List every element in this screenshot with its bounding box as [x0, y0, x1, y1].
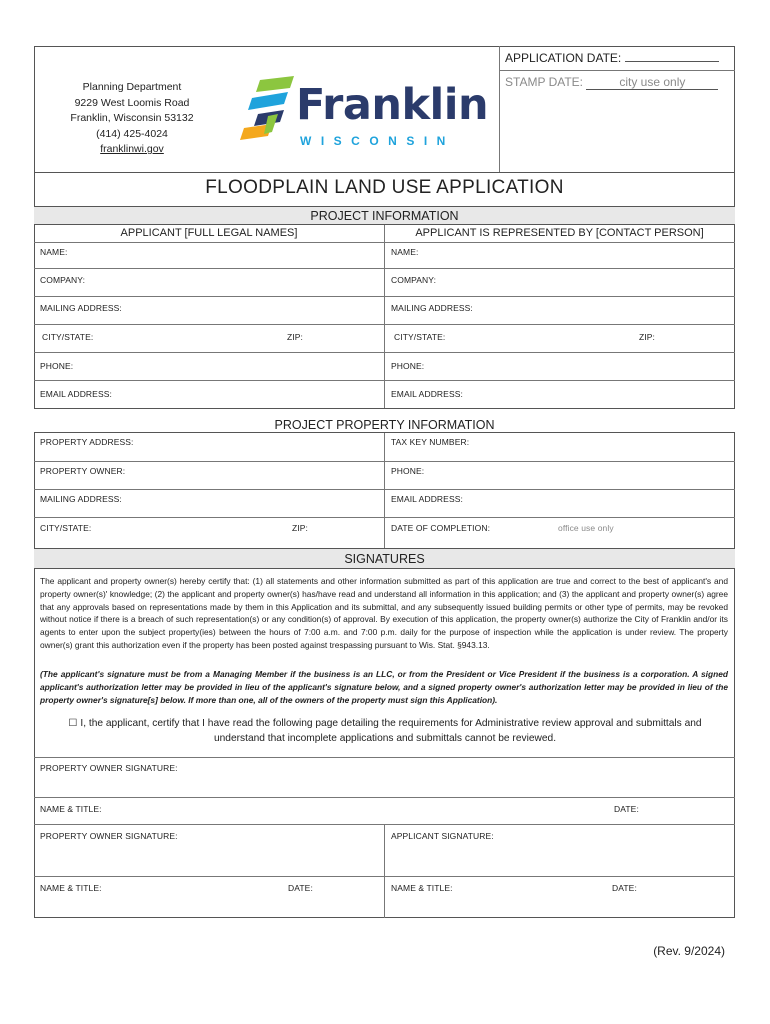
- applicant-heading: APPLICANT [FULL LEGAL NAMES]: [120, 227, 298, 239]
- certify-checkbox[interactable]: ☐: [68, 718, 78, 729]
- page-title: FLOODPLAIN LAND USE APPLICATION: [205, 177, 564, 198]
- date-of-completion-field: DATE OF COMPLETION:: [391, 523, 491, 533]
- date-field-1[interactable]: DATE:: [614, 804, 639, 814]
- application-date-field[interactable]: [505, 50, 719, 65]
- contact-mailing-address-field[interactable]: MAILING ADDRESS:: [391, 303, 473, 313]
- property-email-field[interactable]: EMAIL ADDRESS:: [391, 494, 463, 504]
- row-rule: [34, 380, 735, 381]
- row-rule: [34, 352, 735, 353]
- applicant-email-field[interactable]: EMAIL ADDRESS:: [40, 389, 112, 399]
- contact-zip-field[interactable]: ZIP:: [639, 332, 655, 342]
- address-line-4: (414) 425-4024: [96, 127, 168, 140]
- row-rule: [34, 296, 735, 297]
- applicant-city-state-field[interactable]: CITY/STATE:: [42, 332, 94, 342]
- certification-paragraph: The applicant and property owner(s) hereby certify that: (1) all statements and other information submitted as part of this application are true and correct to the best of applicant's and property owner(s)' knowledge; (2) the applicant and property owner(s) has/have read and understand all information in this application; and (3) the applicant and property owner(s) agree that any approvals based on representations made by them in this Application and its submittal, and any subsequently issued building permits or other type of permits, may be revoked without notice if there is a breach of such representation(s) or any condition(s) of approval. By execution of this application, the property owner(s) authorize the City of Franklin and/or its agents to enter upon the subject property(ies) between the hours of 7:00 a.m. and 7:00 p.m. daily for the purpose of inspection while the application is under review. The property owner(s) grant this authorization even if the property has been posted against trespassing pursuant to Wis. Stat. §943.13.: [40, 576, 728, 650]
- address-line-2: 9229 West Loomis Road: [74, 96, 190, 109]
- contact-company-field[interactable]: COMPANY:: [391, 275, 437, 285]
- applicant-name-field[interactable]: NAME:: [40, 247, 68, 257]
- applicant-mailing-address-field[interactable]: MAILING ADDRESS:: [40, 303, 122, 313]
- logo-subtitle: WISCONSIN: [300, 134, 455, 148]
- certify-statement: [50, 716, 720, 746]
- row-rule: [34, 461, 735, 462]
- applicant-zip-field[interactable]: ZIP:: [287, 332, 303, 342]
- row-rule: [34, 876, 735, 877]
- property-info-title: PROJECT PROPERTY INFORMATION: [274, 418, 495, 432]
- property-zip-field[interactable]: ZIP:: [292, 523, 308, 533]
- tax-key-field[interactable]: TAX KEY NUMBER:: [391, 437, 470, 447]
- revision-note: (Rev. 9/2024): [653, 944, 725, 958]
- office-use-only-note: office use only: [558, 523, 614, 533]
- property-info-divider: [384, 433, 385, 548]
- row-rule: [34, 324, 735, 325]
- row-rule: [34, 797, 735, 798]
- header-divider: [499, 46, 500, 172]
- project-info-divider: [384, 225, 385, 409]
- row-rule: [34, 268, 735, 269]
- project-info-band: [34, 206, 735, 225]
- property-owner-signature-field-2[interactable]: PROPERTY OWNER SIGNATURE:: [40, 831, 178, 841]
- certify-text: I, the applicant, certify that I have read the following page detailing the requirements for Administrative review approval and submittals and understand that incomplete applications and submittals cannot be reviewed.: [80, 718, 702, 744]
- contact-email-field[interactable]: EMAIL ADDRESS:: [391, 389, 463, 399]
- stamp-date-label: STAMP DATE:: [505, 75, 584, 89]
- contact-name-field[interactable]: NAME:: [391, 247, 419, 257]
- franklin-logo: [238, 74, 489, 152]
- property-owner-signature-field-1[interactable]: PROPERTY OWNER SIGNATURE:: [40, 763, 178, 773]
- title-top-rule: [34, 172, 735, 173]
- row-rule: [34, 517, 735, 518]
- property-info-band: [34, 408, 735, 433]
- property-address-field[interactable]: PROPERTY ADDRESS:: [40, 437, 134, 447]
- property-mailing-address-field[interactable]: MAILING ADDRESS:: [40, 494, 122, 504]
- name-title-field-2[interactable]: NAME & TITLE:: [40, 883, 102, 893]
- application-date-input[interactable]: [625, 50, 719, 62]
- signatures-title: SIGNATURES: [344, 552, 425, 566]
- stamp-date-field: [505, 75, 718, 90]
- application-date-label: APPLICATION DATE:: [505, 51, 622, 65]
- department-address: [42, 80, 222, 158]
- header-right-divider: [499, 70, 735, 71]
- date-field-2[interactable]: DATE:: [288, 883, 313, 893]
- applicant-company-field[interactable]: COMPANY:: [40, 275, 86, 285]
- address-line-1: Planning Department: [82, 81, 182, 93]
- stamp-date-value: city use only: [586, 75, 718, 90]
- signatures-band: [34, 548, 735, 569]
- project-info-title: PROJECT INFORMATION: [310, 209, 459, 223]
- row-rule: [34, 757, 735, 758]
- website-link[interactable]: franklinwi.gov: [100, 143, 164, 155]
- date-field-3[interactable]: DATE:: [612, 883, 637, 893]
- signature-divider: [384, 824, 385, 918]
- applicant-signature-field[interactable]: APPLICANT SIGNATURE:: [391, 831, 494, 841]
- representative-heading: APPLICANT IS REPRESENTED BY [CONTACT PERSON]: [415, 227, 704, 239]
- property-owner-field[interactable]: PROPERTY OWNER:: [40, 466, 126, 476]
- logo-flag-icon: [238, 76, 298, 148]
- contact-city-state-field[interactable]: CITY/STATE:: [394, 332, 446, 342]
- name-title-field-3[interactable]: NAME & TITLE:: [391, 883, 453, 893]
- applicant-phone-field[interactable]: PHONE:: [40, 361, 74, 371]
- signature-requirements-note: (The applicant's signature must be from a Managing Member if the business is an LLC, or from the President or Vice President if the business is a corporation. A signed applicant's authorization letter may be provided in lieu of the applicant's signature below, and a signed property owner's authorization letter may be provided in lieu of the property owner's signature[s] below. If more than one, all of the owners of the property must sign this Application).: [40, 669, 728, 705]
- name-title-field-1[interactable]: NAME & TITLE:: [40, 804, 102, 814]
- property-phone-field[interactable]: PHONE:: [391, 466, 425, 476]
- logo-wordmark: Franklin: [296, 80, 489, 130]
- contact-phone-field[interactable]: PHONE:: [391, 361, 425, 371]
- property-city-state-field[interactable]: CITY/STATE:: [40, 523, 92, 533]
- address-line-3: Franklin, Wisconsin 53132: [70, 112, 194, 124]
- row-rule: [34, 489, 735, 490]
